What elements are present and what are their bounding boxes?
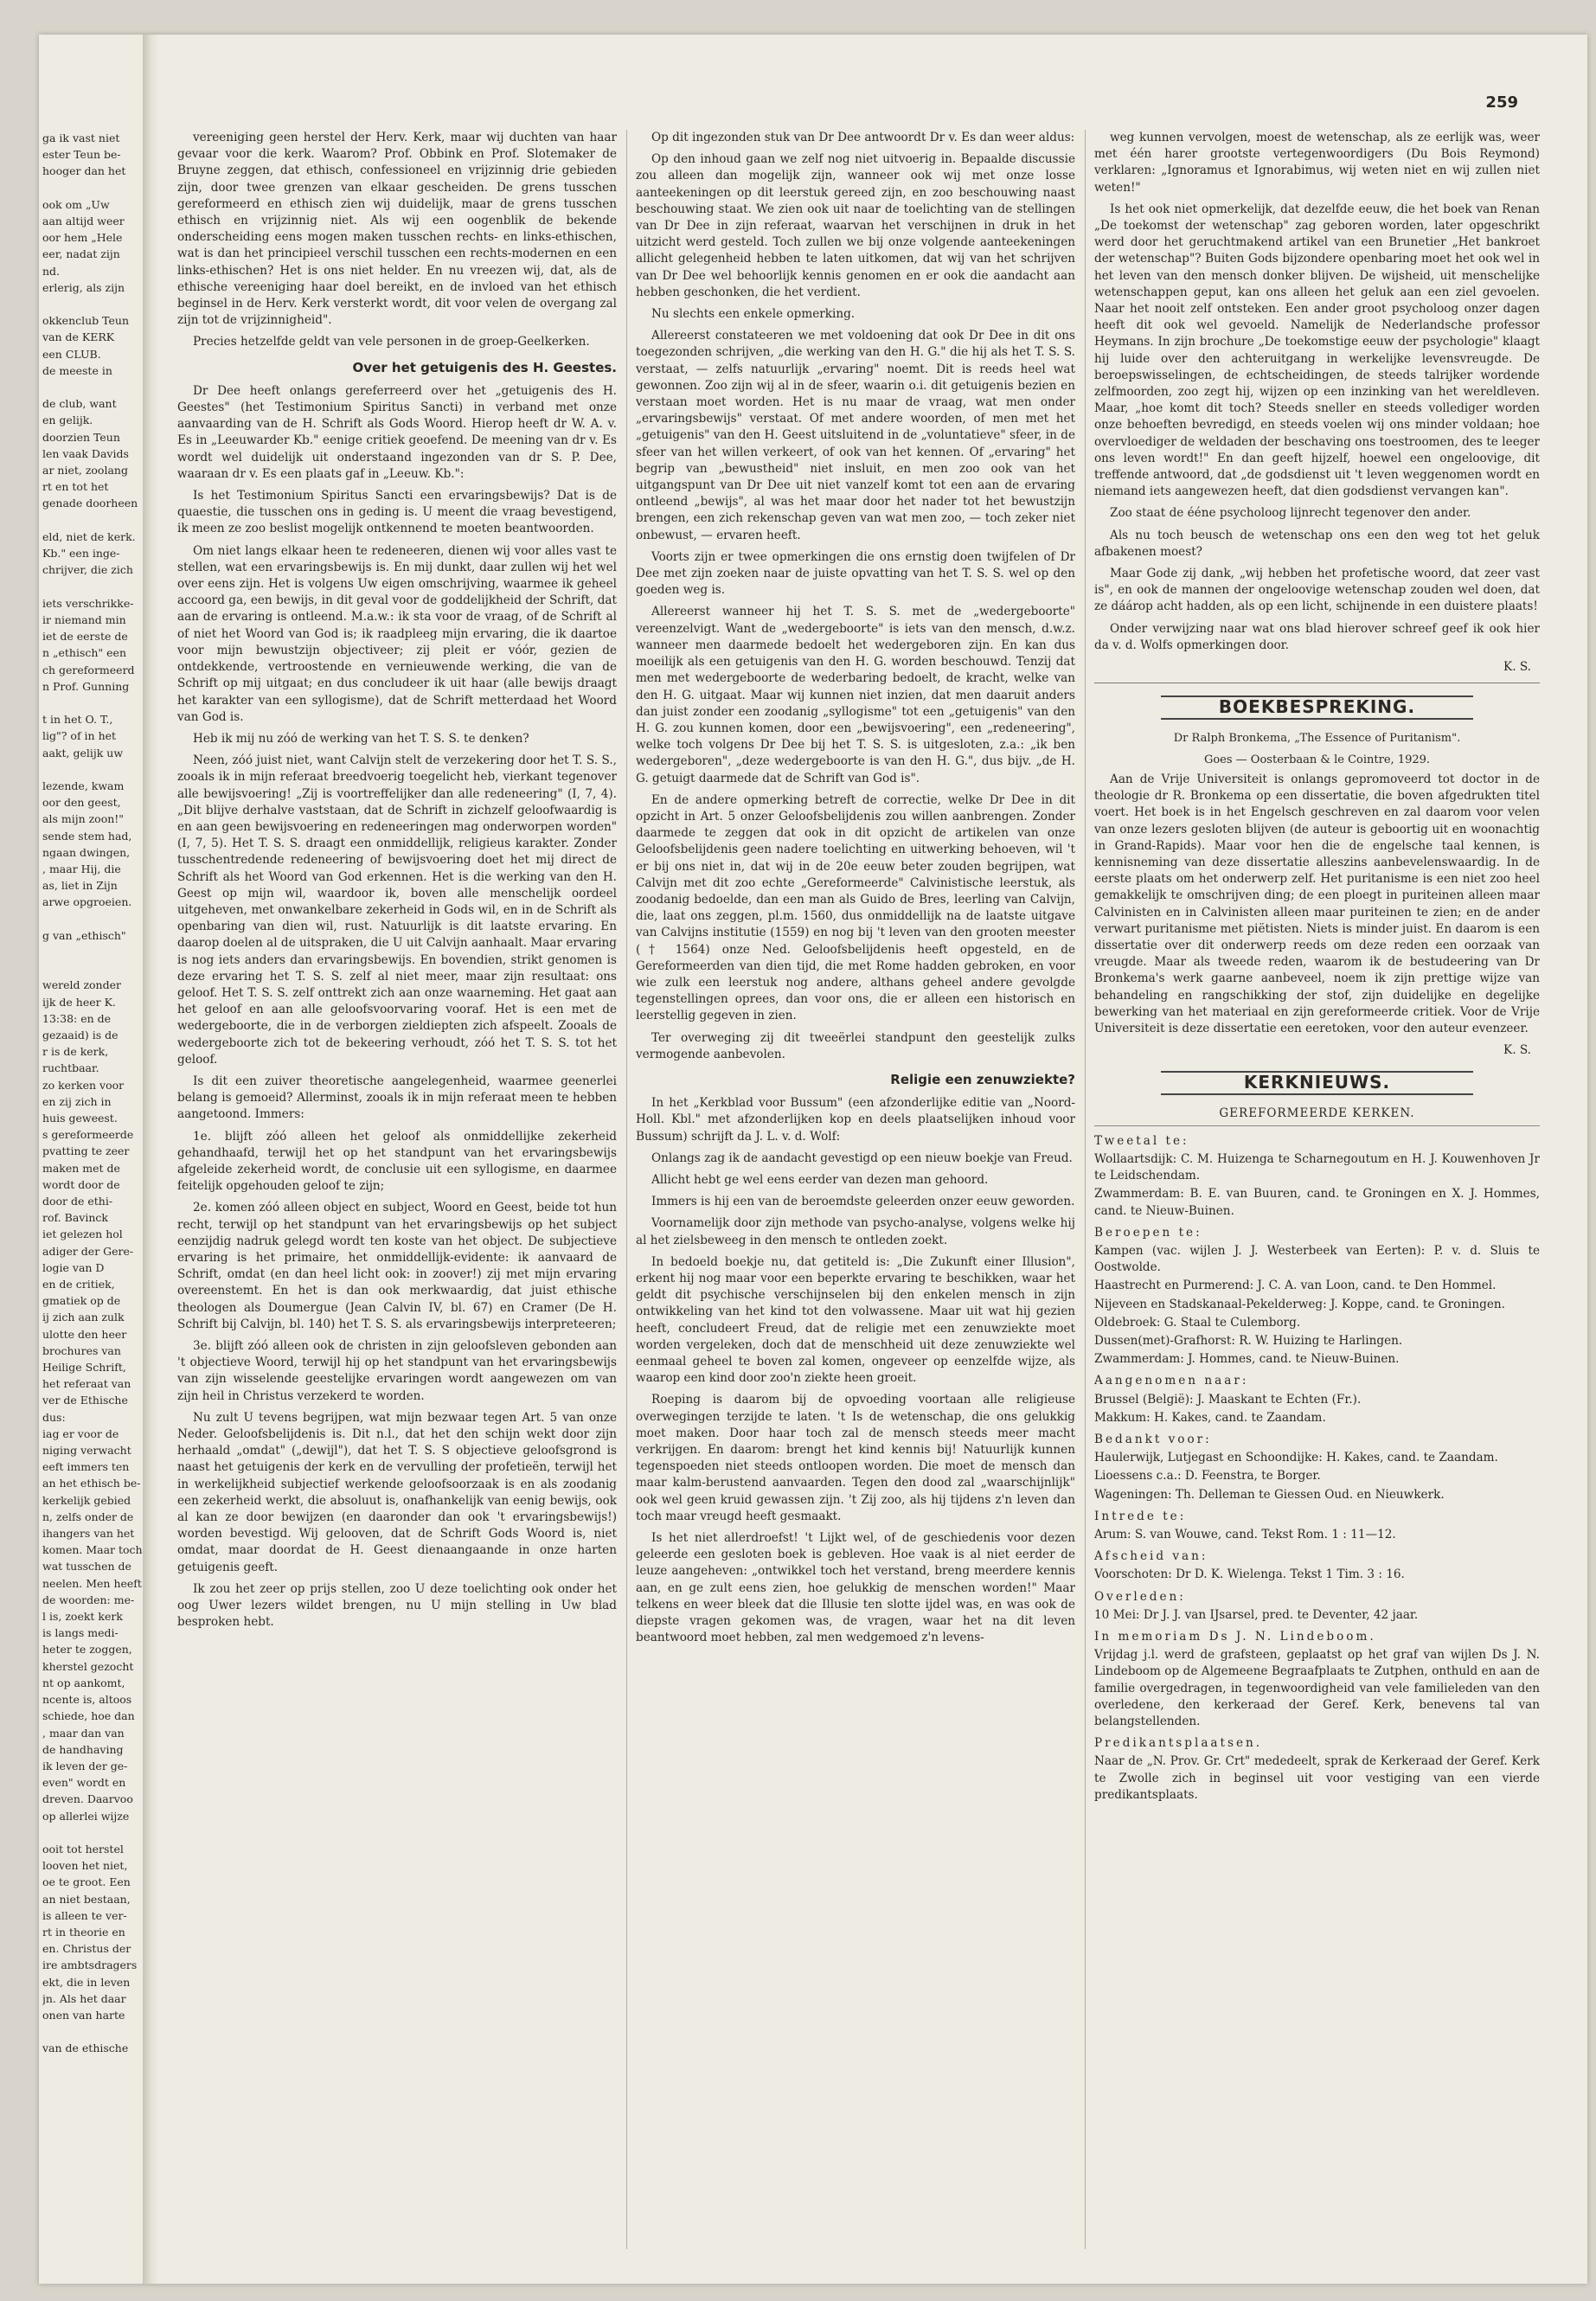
fragment-line <box>42 180 144 196</box>
fragment-line: s gereformeerde <box>42 1128 134 1142</box>
fragment-line: is langs medi- <box>42 1626 119 1640</box>
paragraph: Op den inhoud gaan we zelf nog niet uitvoerig in. Bepaalde discussie zou alleen dan mogelijk zijn, wanneer ook wij met onze losse aanteekeningen op dit leerstuk gereed zijn, en zoo beschouwing naast beschouwing staat. We zien ook uit naar de toelichting van de stellingen van Dr Dee in zijn referaat, waarvan het verschijnen in druk in het uitzicht werd gesteld. Toch zullen we bij onze volgende aanteekeningen allicht gelegenheid hebben te laten uitkomen, dat wij van het schrijven van Dr Dee wel behoorlijk kennis genomen en er ook die aandacht aan hebben geschonken, die het verdient. <box>636 152 1075 299</box>
fragment-line: doorzien Teun <box>42 430 120 444</box>
fragment-line: maken met de <box>42 1161 120 1175</box>
paragraph: Zoo staat de ééne psycholoog lijnrecht tegenover den ander. <box>1110 506 1471 521</box>
paragraph: vereeniging geen herstel der Herv. Kerk, maar wij duchten van haar gevaar voor die kerk. Waarom? Prof. Obbink en Prof. Slotemaker de Bruyne zeggen, dat ethisch, confessioneel en vrijzinnig drie gebieden zijn, door twee grenzen van elkaar gescheiden. De grens tusschen gereformeerd en ethisch zien wij duidelijk, maar de grens tusschen ethisch en vrijzinnig niet. Als wij een oogenblik de bekende onderscheiding eens mogen maken tusschen rechts- en links-ethischen, wat is dan het principieel verschil tusschen een rechts-modernen en een links-ethischen? Het is ons niet helder. En nu vreezen wij, dat, als de ethische vereeniging haar doel bereikt, en de invloed van het ethisch beginsel in de Herv. Kerk versterkt wordt, dit voor velen de overgang zal zijn tot de vrijzinnigheid". <box>177 131 617 328</box>
news-section-title: In memoriam Ds J. N. Lindeboom. <box>1094 1630 1376 1644</box>
fragment-line <box>42 911 144 927</box>
news-item: Wageningen: Th. Delleman te Giessen Oud. en Nieuwkerk. <box>1094 1487 1445 1502</box>
fragment-line <box>42 960 144 977</box>
news-section-title: Beroepen te: <box>1094 1225 1202 1240</box>
fragment-line: rt in theorie en <box>42 1925 125 1939</box>
news-item: Kampen (vac. wijlen J. J. Westerbeek van Eerten): P. v. d. Sluis te Oostwolde. <box>1094 1243 1540 1275</box>
subsection-heading: GEREFORMEERDE KERKEN. <box>1094 1106 1540 1126</box>
fragment-line: het referaat van <box>42 1377 131 1391</box>
left-page-fragment <box>39 130 144 2249</box>
fragment-line: Heilige Schrift, <box>42 1361 126 1375</box>
fragment-line: en de critiek, <box>42 1278 115 1292</box>
paragraph: Aan de Vrije Universiteit is onlangs gepromoveerd tot doctor in de theologie dr R. Bronkema op een dissertatie, die boven afgedrukten titel voert. Het boek is in het Engelsch geschreven en zal daarom voor velen van onze lezers gesloten blijven (de auteur is geboortig uit en woonachtig in Grand-Rapids). Maar voor hen die de engelsche taal kennen, is kennisneming van deze dissertatie alleszins aanbevelenswaardig. In de eerste plaats om het onderwerp zelf. Het puritanisme is een niet zoo heel gemakkelijk te omschrijven ding; de een ploegt in puriteinen alleen maar Calvinisten en in Calvinisten alleen maar puriteinen te zien; en de ander verwart puritanisme met piëtisten. Niets is minder juist. En daarom is een dissertatie over dit onderwerp reeds om deze reden een oorzaak van vreugde. Maar als tweede reden, waarom ik de bestudeering van Dr Bronkema's werk gaarne aanbeveel, noem ik zijn prettige wijze van behandeling en rangschikking der stof, zijn duidelijke en degelijke bewerking van het materiaal en zijn gereformeerde critiek. Voor de Vrije Universiteit is deze dissertatie een eeretoken, voor den auteur evenzeer. <box>1094 772 1540 1035</box>
fragment-line: de handhaving <box>42 1742 124 1756</box>
fragment-line: ver de Ethische <box>42 1394 128 1407</box>
fragment-line: als mijn zoon!" <box>42 812 125 826</box>
fragment-line: ook om „Uw <box>42 197 110 211</box>
fragment-line: okkenclub Teun <box>42 314 130 328</box>
paragraph: 2e. komen zóó alleen object en subject, Woord en Geest, beide tot hun recht, terwijl op het standpunt van het ervaringsbewijs op het subject eenzijdig nadruk gelegd wordt ten koste van het object. De subjectieve ervaring is het primaire, het onmiddellijk-evidente: ik aanvaard de Schrift, omdat (en dan heel licht ook: in zoover!) zij met mijn ervaring overeenstemt. En het is dan ook merkwaardig, dat juist ethische theologen als Doumergue (Jean Calvin IV, bl. 67) en Cramer (De H. Schrift bij Calvijn, bl. 140) het T. S. S. als ervaringsbewijs interpreteeren; <box>177 1201 617 1331</box>
fragment-line: erlerig, als zijn <box>42 280 125 294</box>
paragraph: 1e. blijft zóó alleen het geloof als onmiddellijke zekerheid gehandhaafd, terwijl het op het standpunt van het ervaringsbewijs afgeleide zekerheid wordt, de conclusie uit een syllogisme, en daarmee feitelijk opgehouden geloof te zijn; <box>177 1129 617 1194</box>
news-section-title: Bedankt voor: <box>1094 1433 1212 1447</box>
fragment-line: kherstel gezocht <box>42 1659 134 1673</box>
fragment-line: nt op aankomt, <box>42 1676 125 1689</box>
fragment-line: ngaan dwingen, <box>42 845 131 859</box>
paragraph: Onder verwijzing naar wat ons blad hierover schreef geef ik ook hier da v. d. Wolfs opmerkingen door. <box>1094 621 1540 652</box>
paragraph: Nu slechts een enkele opmerking. <box>651 307 856 322</box>
fragment-line: op allerlei wijze <box>42 1809 130 1823</box>
paragraph: Neen, zóó juist niet, want Calvijn stelt de verzekering door het T. S. S., zooals ik in mijn referaat breedvoerig toegelicht heb, vierkant tegenover alle bewijsvoering! „Zij is voortreffelijker dan alle redeneering" (I, 7, 4). „Dit blijve derhalve vaststaan, dat de Schrift in zichzelf geloofwaardig is en aan geen bewijsvoering en redeneeringen mag onderworpen worden" (I, 7, 5). Het T. S. S. draagt een onmiddellijk, religieus karakter. Zonder tusschentredende redeneering of bewijsvoering doet het mij direct de Schrift als het Woord van God erkennen. Het is die werking van den H. Geest op mijn wil, waardoor ik, boven alle menschelijk oordeel uitgeheven, met onwankelbare zekerheid in Gods wil, en in de Schrift als openbaring van dien wil, rust. Natuurlijk is dit laatste ervaring. En daarop doelen al de uitspraken, die U uit Calvijn aanhaalt. Maar ervaring is nog iets anders dan ervaringsbewijs. En bovendien, strikt genomen is deze ervaring het T. S. S. zelf al niet meer, maar zijn resultaat: ons geloof. Het T. S. S. zelf onttrekt zich aan onze waarneming. Het gaat aan het geloof en aan alle geloofsvoorvaring vooraf. Het is een met de wedergeboorte, die in de verborgen zieldiepten zich afspeelt. Zooals de wedergeboorte zich tot de bekeering verhoudt, zóó het T. S. S. tot het geloof. <box>177 753 617 1067</box>
news-item: Voorschoten: Dr D. K. Wielenga. Tekst 1 Tim. 3 : 16. <box>1094 1567 1405 1582</box>
fragment-line: sende stem had, <box>42 829 132 843</box>
fragment-line: an het ethisch be- <box>42 1477 141 1490</box>
fragment-line: ekt, die in leven <box>42 1975 131 1989</box>
news-section-title: Tweetal te: <box>1094 1133 1189 1148</box>
section-heading: KERKNIEUWS. <box>1161 1071 1473 1094</box>
page-number: 259 <box>1485 93 1518 112</box>
fragment-line: adiger der Gere- <box>42 1244 134 1258</box>
fragment-line: kerkelijk gebied <box>42 1493 131 1507</box>
column-2 <box>636 130 1075 2249</box>
paragraph: Allicht hebt ge wel eens eerder van dezen man gehoord. <box>651 1172 989 1187</box>
fragment-line: t in het O. T., <box>42 713 113 727</box>
fragment-line: lezende, kwam <box>42 779 125 792</box>
paragraph: Precies hetzelfde geldt van vele personen in de groep-Geelkerken. <box>193 335 590 349</box>
fragment-line: rt en tot het <box>42 480 109 494</box>
news-item: Haastrecht en Purmerend: J. C. A. van Loon, cand. te Den Hommel. <box>1094 1279 1497 1293</box>
fragment-line <box>42 379 144 395</box>
fragment-line: l is, zoekt kerk <box>42 1610 123 1624</box>
fragment-line: oor hem „Hele <box>42 231 123 245</box>
fragment-line: en gelijk. <box>42 413 93 427</box>
fragment-line: as, liet in Zijn <box>42 879 118 893</box>
paragraph: Allereerst constateeren we met voldoening dat ook Dr Dee in dit ons toegezonden schrijven, „die werking van den H. G." die hij als het T. S. S. verstaat, — zelfs natuurlijk „ervaring" noemt. Dit is reeds heel wat gewonnen. Zoo zijn wij al in de sfeer, waarin o.i. dit getuigenis bezien en verstaan moet worden. Het is nu maar de vraag, wat men onder „ervaringsbewijs" verstaat. Of met andere woorden, of men met het „getuigenis" van den H. Geest uitsluitend in de „voluntatieve" sfeer, in de sfeer van het willen verkeert, of ook van het kennen. Of „ervaring" het begrip van „bewustheid" niet insluit, en men zoo ook van het uitgangspunt van Dr Dee uit niet vanzelf komt tot een aan de ervaring ontleend „bewijs", al was het maar door het nader tot het bewustzijn brengen, een zich rekenschap geven van wat men zoo, — toch zeker niet onbewust, — ervaren heeft. <box>636 329 1075 542</box>
fragment-line: ncente is, altoos <box>42 1693 132 1707</box>
news-item: Dussen(met)-Grafhorst: R. W. Huizing te Harlingen. <box>1094 1334 1403 1348</box>
fragment-line: komen. Maar toch <box>42 1543 143 1557</box>
fragment-line: wat tusschen de <box>42 1560 131 1574</box>
fragment-line: jn. Als het daar <box>42 1991 126 2005</box>
fragment-line: ooit tot herstel <box>42 1842 124 1856</box>
fragment-line: brochures van <box>42 1343 121 1357</box>
fragment-line: gezaaid) is de <box>42 1028 119 1042</box>
fragment-line: de woorden: me- <box>42 1593 135 1606</box>
fragment-line: huis geweest. <box>42 1111 118 1125</box>
fragment-line: en. Christus der <box>42 1942 131 1956</box>
column-divider <box>626 130 627 2249</box>
fragment-line: oor den geest, <box>42 796 121 810</box>
fragment-line: pvatting te zeer <box>42 1144 130 1158</box>
news-item: Makkum: H. Kakes, cand. te Zaandam. <box>1094 1410 1326 1425</box>
fragment-line: iet de eerste de <box>42 630 128 644</box>
news-item: Oldebroek: G. Staal te Culemborg. <box>1094 1315 1301 1330</box>
fragment-line: aakt, gelijk uw <box>42 746 124 760</box>
fragment-line: neelen. Men heeft <box>42 1576 142 1590</box>
column-divider <box>1085 130 1086 2249</box>
fragment-line: g van „ethisch" <box>42 928 126 942</box>
book-publisher: Goes — Oosterbaan & le Cointre, 1929. <box>1203 753 1431 766</box>
fragment-line: de meeste in <box>42 363 112 377</box>
paragraph: Voornamelijk door zijn methode van psycho-analyse, volgens welke hij al het zielsbeweeg in den mensch te ontleden zoekt. <box>636 1216 1075 1247</box>
fragment-line: Kb." een inge- <box>42 547 120 561</box>
paragraph: Allereerst wanneer hij het T. S. S. met de „wedergeboorte" vereenzelvigt. Want de „wedergeboorte" is iets van den mensch, d.w.z. wanneer men daarmede bedoelt het wedergeboren zijn. En kan dus moeilijk als een getuigenis van den H. G. worden beschouwd. Tenzij dat men met wedergeboorte de wederbaring bedoelt, de kracht, welke van den H. G. uitgaat. Maar wij kunnen niet inzien, dat men daaruit anders dan juist zonder een zoodanig „syllogisme" tot een „getuigenis" van den H. G. zou kunnen komen, door een „bewijsvoering", een „redeneering", welke toch volgens Dr Dee bij het T. S. S. is uitgesloten, z.a.: „ik ben wedergeboren", „deze wedergeboorte is van den H. G.", dus bijv. „de H. G. getuigt daarmede dat de Schrift van God is". <box>636 605 1075 785</box>
fragment-line: nd. <box>42 264 61 278</box>
column-3 <box>1094 130 1540 2249</box>
paragraph: Heb ik mij nu zóó de werking van het T. S. S. te denken? <box>193 731 529 746</box>
news-item: Zwammerdam: B. E. van Buuren, cand. te Groningen en X. J. Hommes, cand. te Nieuw-Buinen. <box>1094 1187 1540 1218</box>
page-gutter <box>143 35 158 2284</box>
fragment-line: ihangers van het <box>42 1527 135 1541</box>
paragraph: Dr Dee heeft onlangs gereferreerd over het „getuigenis des H. Geestes" (het Testimonium Spiritus Sancti) in verband met onze aanvaarding van de H. Schrift als Gods Woord. Hierop heeft dr W. A. v. Es in „Leeuwarder Kb." eenige critiek geoefend. De meening van dr v. Es wordt wel duidelijk uit onderstaand ingezonden van dr S. P. Dee, waaraan dr v. Es een plaats gaf in „Leeuw. Kb.": <box>177 383 617 481</box>
fragment-line: ester Teun be- <box>42 148 121 162</box>
fragment-line: gmatiek op de <box>42 1294 121 1308</box>
paragraph: Maar Gode zij dank, „wij hebben het profetische woord, dat zeer vast is", en ook de mannen der ongeloovige wetenschap zouden wel doen, dat ze dáárop acht hadden, als op een licht, schijnende in een duistere plaats! <box>1094 567 1540 614</box>
news-item: Wollaartsdijk: C. M. Huizenga te Scharnegoutum en H. J. Kouwenhoven Jr te Leidschendam. <box>1094 1151 1540 1183</box>
article-heading: Religie een zenuwziekte? <box>890 1071 1075 1087</box>
fragment-line: genade doorheen <box>42 497 138 510</box>
fragment-line: eer, nadat zijn <box>42 247 120 261</box>
fragment-line: , maar Hij, die <box>42 862 121 875</box>
fragment-line: rof. Bavinck <box>42 1211 108 1225</box>
paragraph: Ik zou het zeer op prijs stellen, zoo U deze toelichting ook onder het oog Uwer lezers wildet brengen, nu U mijn stelling in Uw blad besproken hebt. <box>177 1581 617 1630</box>
fragment-line: ga ik vast niet <box>42 131 120 144</box>
paragraph: Is het ook niet opmerkelijk, dat dezelfde eeuw, die het boek van Renan „De toekomst der wetenschap" zag geboren worden, later opgeschrikt werd door het geruchtmakend artikel van een Brunetier „Het bankroet der wetenschap"? Buiten Gods bijzondere openbaring moet het ook wel in het leven van den mensch donker blijven. De wijsheid, uit menschelijke wetenschappen geput, kan ons alleen het geluk aan een ziel gevoelen. Naar het nooit zelf ontsteken. Een ander groot psycholoog onzer dagen heeft dit ook wel gevoeld. Namelijk de Nederlandsche professor Heymans. In zijn brochure „De toekomstige eeuw der psychologie" klaagt hij luide over den achteruitgang in werkelijke levensvreugde. De beroepswisselingen, de echtscheidingen, de steeds talrijker wordende zelfmoorden, zoo zegt hij, wijzen op een inzinking van het wereldleven. Maar, „hoe komt dit toch? Steeds sneller en steeds vollediger worden onze behoeften bevredigd, en steeds voelen wij ons minder voldaan; hoe overvloediger de weldaden der beschaving ons toestroomen, des te leeger ons leven wordt!" En dan geeft hijzelf, hoewel een ongeloovige, dit treffende antwoord, dat „de godsdienst uit 't leven weggenomen wordt en niemand iets aangewezen heeft, dat dien godsdienst vervangen kan". <box>1094 202 1540 499</box>
fragment-line <box>42 2023 144 2040</box>
news-section-title: Predikantsplaatsen. <box>1094 1736 1263 1751</box>
news-item: 10 Mei: Dr J. J. van IJsarsel, pred. te Deventer, 42 jaar. <box>1094 1607 1419 1622</box>
news-item: Nijeveen en Stadskanaal-Pekelderweg: J. Koppe, cand. te Groningen. <box>1094 1297 1505 1311</box>
fragment-line: ijk de heer K. <box>42 995 116 1009</box>
paragraph: Immers is hij een van de beroemdste geleerden onzer eeuw geworden. <box>651 1195 1075 1209</box>
fragment-line: eld, niet de kerk. <box>42 529 136 543</box>
paragraph: weg kunnen vervolgen, moest de wetenschap, als ze eerlijk was, weer met één harer grootste vertegenwoordigers (Du Bois Reymond) verklaren: „Ignoramus et Ignorabimus, wij weten niet en wij zullen niet weten!" <box>1094 131 1540 195</box>
fragment-line <box>42 512 144 529</box>
fragment-line: dreven. Daarvoo <box>42 1792 133 1806</box>
fragment-line: heter te zoggen, <box>42 1643 132 1657</box>
fragment-line: van de KERK <box>42 330 115 344</box>
paragraph: Is het niet allerdroefst! 't Lijkt wel, of de geschiedenis voor dezen geleerde een gesloten boek is gebleven. Hoe vaak is al niet eerder de leuze aangeheven: „ontwikkel toch het verstand, breng meerdere kennis aan, en ge zult eens zien, hoe gelukkig de menschen worden!" Maar telkens en weer bleek dat die Illusie ten slotte ijdel was, en was ook de diepste vragen gekomen was, de vragen, waar het na dit leven beantwoord moet hebben, zal men wedgemoed z'n levens- <box>636 1531 1075 1645</box>
news-item: Haulerwijk, Lutjegast en Schoondijke: H. Kakes, cand. te Zaandam. <box>1094 1451 1498 1465</box>
fragment-line: n, zelfs onder de <box>42 1509 134 1523</box>
news-section-title: Aangenomen naar: <box>1094 1374 1249 1388</box>
fragment-line: , maar dan van <box>42 1726 125 1740</box>
paragraph: Ter overweging zij dit tweeërlei standpunt den geestelijk zulks vermogende aanbevolen. <box>636 1030 1075 1061</box>
fragment-line: chrijver, die zich <box>42 563 133 577</box>
paragraph: In bedoeld boekje nu, dat getiteld is: „Die Zukunft einer Illusion", erkent hij nog maar voor een beperkte ervaring te beschikken, waar het geldt dit psychische verschijnselen bij den enkelen mensch in zijn ontwikkeling van het kind tot den volwassene. Maar uit wat hij gezien heeft, concludeert Freud, dat de religie met een zenuwziekte moet worden vergeleken, doch dat de menschheid uit deze zenuwziekte wel eenmaal geheel te boven zal komen, ongeveer op eenzelfde wijze, als waarop een kind door zoo'n ziekte heen groeit. <box>636 1254 1075 1386</box>
paragraph: In het „Kerkblad voor Bussum" (een afzonderlijke editie van „Noord-Holl. Kbl." met afzonderlijken kop en deels plaatselijken inhoud voor Bussum) schrijft da J. L. v. d. Wolf: <box>636 1096 1075 1144</box>
paragraph: Om niet langs elkaar heen te redeneeren, dienen wij voor alles vast te stellen, wat een ervaringsbewijs is. En mij dunkt, daar zullen wij het wel over eens zijn. Het is volgens Uw eigen omschrijving, waarmee ik geheel accoord ga, een bewijs, in dit geval voor de goddelijkheid der Schrift, dat aan de ervaring is ontleend. M.a.w.: ik sta voor de vraag, of de Schrift al of niet het Woord van God is; ik raadpleeg mijn ervaring, die ik daartoe voor mijn bewustzijn objectiveer; zij pleit er vóór, gezien de ontdekkende, vertroostende en vernieuwende werking, die van de Schrift op mij uitgaat; en dus concludeer ik uit haar (alle bewijs draagt het karakter van een syllogisme), dat de Schrift metterdaad het Woord van God is. <box>177 543 617 724</box>
news-item: Vrijdag j.l. werd de grafsteen, geplaatst op het graf van wijlen Ds J. N. Lindeboom op de Algemeene Begraafplaats te Zutphen, onthuld en aan de familie overgedragen, in tegenwoordigheid van vele familieleden van den overledene, den kerkeraad der Geref. Kerk, benevens tal van belangstellenden. <box>1094 1648 1540 1729</box>
fragment-line: ij zich aan zulk <box>42 1311 125 1324</box>
fragment-line: onen van harte <box>42 2008 125 2022</box>
fragment-line: ulotte den heer <box>42 1327 127 1341</box>
fragment-line: 13:38: en de <box>42 1011 112 1025</box>
fragment-line: aan altijd weer <box>42 215 125 228</box>
paragraph: Onlangs zag ik de aandacht gevestigd op een nieuw boekje van Freud. <box>651 1150 1073 1165</box>
fragment-line: en zij zich in <box>42 1094 112 1108</box>
news-section-title: Overleden: <box>1094 1589 1186 1604</box>
news-item: Brussel (België): J. Maaskant te Echten (Fr.). <box>1094 1392 1362 1407</box>
fragment-line <box>42 1824 144 1841</box>
fragment-line: wordt door de <box>42 1177 120 1191</box>
fragment-line: ire ambtsdragers <box>42 1958 138 1972</box>
fragment-line: logie van D <box>42 1260 105 1274</box>
news-item: Zwammerdam: J. Hommes, cand. te Nieuw-Buinen. <box>1094 1352 1400 1367</box>
fragment-line: een CLUB. <box>42 347 101 361</box>
fragment-line <box>42 695 144 711</box>
fragment-line: niging verwacht <box>42 1444 131 1458</box>
fragment-line: arwe opgroeien. <box>42 895 132 909</box>
fragment-line: r is de kerk, <box>42 1045 109 1059</box>
news-item: Lioessens c.a.: D. Feenstra, te Borger. <box>1094 1469 1321 1484</box>
paragraph: Op dit ingezonden stuk van Dr Dee antwoordt Dr v. Es dan weer aldus: <box>651 131 1075 144</box>
fragment-line: ch gereformeerd <box>42 663 135 676</box>
book-title: Dr Ralph Bronkema, „The Essence of Puritanism". <box>1173 731 1461 745</box>
fragment-line <box>42 761 144 778</box>
newspaper-page <box>39 35 1587 2284</box>
column-1 <box>177 130 617 2249</box>
fragment-line: de club, want <box>42 397 117 411</box>
fragment-line: iag er voor de <box>42 1426 119 1440</box>
fragment-line: door de ethi- <box>42 1195 113 1208</box>
news-item: Arum: S. van Wouwe, cand. Tekst Rom. 1 : 11—12. <box>1094 1528 1396 1542</box>
signature: K. S. <box>1503 1043 1531 1058</box>
fragment-line: zo kerken voor <box>42 1078 125 1092</box>
fragment-line <box>42 578 144 594</box>
fragment-line: iets verschrikke- <box>42 596 134 610</box>
paragraph: Is dit een zuiver theoretische aangelegenheid, waarmee geenerlei belang is gemoeid? Allerminst, zooals ik in mijn referaat meen te hebben aangetoond. Immers: <box>177 1074 617 1122</box>
fragment-line: lig"? of in het <box>42 729 117 743</box>
fragment-line: hooger dan het <box>42 164 126 178</box>
paragraph: Roeping is daarom bij de opvoeding voortaan alle religieuse overwegingen terzijde te laten. 't Is de wetenschap, die ons gelukkig moet maken. Door haar toch zal de mensch steeds meer macht verkrijgen. En daarom: brengt het kind kennis bij! Natuurlijk kunnen tegenspoeden niet steeds ontloopen worden. Die moet de mensch dan maar kalm-berustend aanvaarden. Tegen den dood zal „waarschijnlijk" ook wel geen kruid gewassen zijn. 't Zij zoo, als hij tijdens z'n leven dan toch maar vreugd heeft gesmaakt. <box>636 1393 1075 1523</box>
fragment-line: n Prof. Gunning <box>42 679 130 693</box>
paragraph: En de andere opmerking betreft de correctie, welke Dr Dee in dit opzicht in Art. 5 onzer Geloofsbelijdenis zou willen aanbrengen. Zonder daarmede te zeggen dat ook in dit opzicht de artikelen van onze Geloofsbelijdenis geen nadere toelichting en uitwerking behoeven, wil 't er bij ons niet in, dat wij in de 20e eeuw beter zouden begrijpen, wat Calvijn met dit zoo echte „Gereformeerde" Calvinistische leerstuk, als zoodanig bedoelde, dan een man als Guido de Bres, leerling van Calvijn, die, laat ons zeggen, pl.m. 1560, dus onmiddellijk na de laatste uitgave van Calvijns institutie (1559) en nog bij 't leven van den grooten meester († 1564) onze Ned. Geloofsbelijdenis heeft opgesteld, en de Gereformeerden van dien tijd, die met Rome hadden gebroken, en voor wie zulk een leerstuk nog andere, althans geheel andere gevolgde tegenstellingen oprees, dan voor ons, die er alleen een historisch en leerstellig gegeven in zien. <box>636 792 1075 1023</box>
signature: K. S. <box>1503 660 1531 675</box>
paragraph: Is het Testimonium Spiritus Sancti een ervaringsbewijs? Dat is de quaestie, die tusschen ons in geding is. U meent die vraag bevestigend, ik meen ze zoo beslist mogelijk ontkennend te moeten beantwoorden. <box>177 489 617 536</box>
fragment-line: van de ethische <box>42 2041 129 2055</box>
paragraph: 3e. blijft zóó alleen ook de christen in zijn geloofsleven gebonden aan 't objectieve Woord, terwijl hij op het standpunt van het ervaringsbewijs van zijn wisselende geestelijke ervaringen wordt aangewezen om van zijn heil in Christus verzekerd te worden. <box>177 1339 617 1403</box>
fragment-line <box>42 944 144 960</box>
news-item: Naar de „N. Prov. Gr. Crt" mededeelt, sprak de Kerkeraad der Geref. Kerk te Zwolle zich in beginsel uit voor vestiging van een vierde predikantsplaats. <box>1094 1754 1540 1802</box>
fragment-line: ruchtbaar. <box>42 1061 99 1075</box>
fragment-line <box>42 296 144 312</box>
paragraph: Nu zult U tevens begrijpen, wat mijn bezwaar tegen Art. 5 van onze Neder. Geloofsbelijdenis is. Dit n.l., dat het den schijn wekt door zijn herhaald „omdat" („dewijl"), dat het T. S. S objectieve geloofsgrond is naast het getuigenis der kerk en de vervulling der profetieën, terwijl het in werkelijkheid subjectief werkende geloofsoorzaak is en als zoodanig een zekerheid werkt, die absoluut is, onafhankelijk van eenig bewijs, ook al kan ze door bewijzen (en daaronder dan ook 't ervaringsbewijs!) worden bevestigd. Wij gelooven, dat de Schrift Gods Woord is, niet omdat, maar doordat de H. Geest dienaangaande in onze harten getuigenis geeft. <box>177 1410 617 1574</box>
fragment-line: looven het niet, <box>42 1859 128 1873</box>
news-section-title: Afscheid van: <box>1094 1549 1208 1564</box>
fragment-line: schiede, hoe dan <box>42 1709 135 1723</box>
fragment-line: even" wordt en <box>42 1776 126 1790</box>
fragment-line: wereld zonder <box>42 978 121 992</box>
fragment-line: ir niemand min <box>42 612 126 626</box>
fragment-line: eeft immers ten <box>42 1460 130 1474</box>
fragment-line: len vaak Davids <box>42 446 129 460</box>
fragment-line: ar niet, zoolang <box>42 464 128 478</box>
news-section-title: Intrede te: <box>1094 1509 1187 1523</box>
section-heading: BOEKBESPREKING. <box>1161 695 1473 719</box>
fragment-line: is alleen te ver- <box>42 1908 127 1922</box>
paragraph: Voorts zijn er twee opmerkingen die ons ernstig doen twijfelen of Dr Dee met zijn zoeken naar de juiste opvatting van het T. S. S. wel op den goeden weg is. <box>636 549 1075 598</box>
fragment-line: iet gelezen hol <box>42 1227 123 1241</box>
fragment-line: an niet bestaan, <box>42 1892 131 1906</box>
fragment-line: dus: <box>42 1410 66 1424</box>
article-heading: Over het getuigenis des H. Geestes. <box>352 359 617 375</box>
fragment-line: oe te groot. Een <box>42 1875 131 1889</box>
fragment-line: ik leven der ge- <box>42 1759 128 1772</box>
fragment-line: n „ethisch" een <box>42 646 127 660</box>
paragraph: Als nu toch beusch de wetenschap ons een den weg tot het geluk afbakenen moest? <box>1094 528 1540 559</box>
